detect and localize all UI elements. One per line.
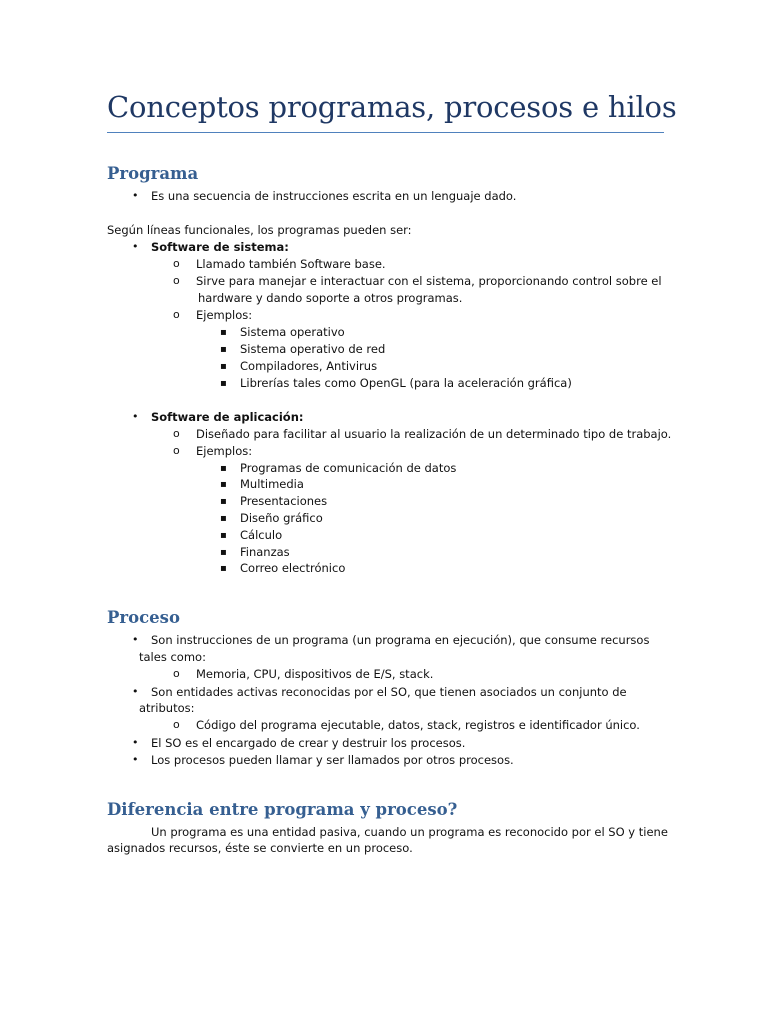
aplicacion-example: Finanzas (240, 545, 290, 559)
programa-definition: Es una secuencia de instrucciones escrita en un lenguaje dado. (151, 189, 517, 203)
heading-diferencia: Diferencia entre programa y proceso? (107, 800, 458, 819)
sistema-item: Sirve para manejar e interactuar con el sistema, proporcionando control sobre el (196, 274, 662, 288)
programa-intro: Según líneas funcionales, los programas pueden ser: (107, 223, 412, 237)
diferencia-paragraph: Un programa es una entidad pasiva, cuando un programa es reconocido por el SO y tiene (151, 825, 668, 839)
heading-proceso: Proceso (107, 608, 180, 627)
aplicacion-example: Cálculo (240, 528, 283, 542)
sistema-example: Sistema operativo de red (240, 342, 386, 356)
proceso-subitem: Memoria, CPU, dispositivos de E/S, stack. (196, 667, 434, 681)
aplicacion-item: Diseñado para facilitar al usuario la realización de un determinado tipo de trabajo. (196, 427, 672, 441)
square-bullet-icon (220, 528, 227, 543)
aplicacion-example: Multimedia (240, 477, 304, 491)
proceso-line: Son instrucciones de un programa (un programa en ejecución), que consume recursos (151, 633, 650, 647)
square-bullet-icon (220, 359, 227, 374)
heading-programa: Programa (107, 164, 199, 183)
square-bullet-icon (220, 342, 227, 357)
proceso-subitem: Código del programa ejecutable, datos, stack, registros e identificador único. (196, 718, 640, 732)
sistema-item-continuation: hardware y dando soporte a otros programas. (198, 291, 463, 305)
aplicacion-ejemplos-label: Ejemplos: (196, 444, 253, 458)
bullet-icon (132, 685, 139, 699)
title-underline (107, 132, 664, 133)
square-bullet-icon (220, 561, 227, 576)
circle-bullet-icon (173, 667, 180, 681)
software-sistema-label: Software de sistema: (151, 240, 289, 254)
circle-bullet-icon (173, 274, 180, 288)
diferencia-paragraph-continuation: asignados recursos, éste se convierte en un proceso. (107, 841, 413, 855)
bullet-icon (132, 189, 139, 203)
square-bullet-icon (220, 511, 227, 526)
bullet-icon (132, 240, 139, 254)
sistema-ejemplos-label: Ejemplos: (196, 308, 253, 322)
bullet-icon (132, 736, 139, 750)
circle-bullet-icon (173, 308, 180, 322)
proceso-line: Son entidades activas reconocidas por el SO, que tienen asociados un conjunto de (151, 685, 627, 699)
aplicacion-example: Diseño gráfico (240, 511, 323, 525)
circle-bullet-icon (173, 718, 180, 732)
square-bullet-icon (220, 461, 227, 476)
aplicacion-example: Correo electrónico (240, 561, 346, 575)
proceso-line-continuation: tales como: (139, 650, 206, 664)
proceso-line-continuation: atributos: (139, 701, 195, 715)
proceso-line: Los procesos pueden llamar y ser llamados por otros procesos. (151, 753, 514, 767)
page-title: Conceptos programas, procesos e hilos (107, 90, 677, 124)
circle-bullet-icon (173, 444, 180, 458)
square-bullet-icon (220, 494, 227, 509)
sistema-item: Llamado también Software base. (196, 257, 386, 271)
software-aplicacion-label: Software de aplicación: (151, 410, 304, 424)
square-bullet-icon (220, 376, 227, 391)
square-bullet-icon (220, 477, 227, 492)
circle-bullet-icon (173, 257, 180, 271)
sistema-example: Sistema operativo (240, 325, 345, 339)
aplicacion-example: Programas de comunicación de datos (240, 461, 457, 475)
sistema-example: Compiladores, Antivirus (240, 359, 378, 373)
square-bullet-icon (220, 545, 227, 560)
sistema-example: Librerías tales como OpenGL (para la aceleración gráfica) (240, 376, 572, 390)
circle-bullet-icon (173, 427, 180, 441)
square-bullet-icon (220, 325, 227, 340)
aplicacion-example: Presentaciones (240, 494, 328, 508)
proceso-line: El SO es el encargado de crear y destruir los procesos. (151, 736, 466, 750)
bullet-icon (132, 753, 139, 767)
bullet-icon (132, 410, 139, 424)
bullet-icon (132, 633, 139, 647)
